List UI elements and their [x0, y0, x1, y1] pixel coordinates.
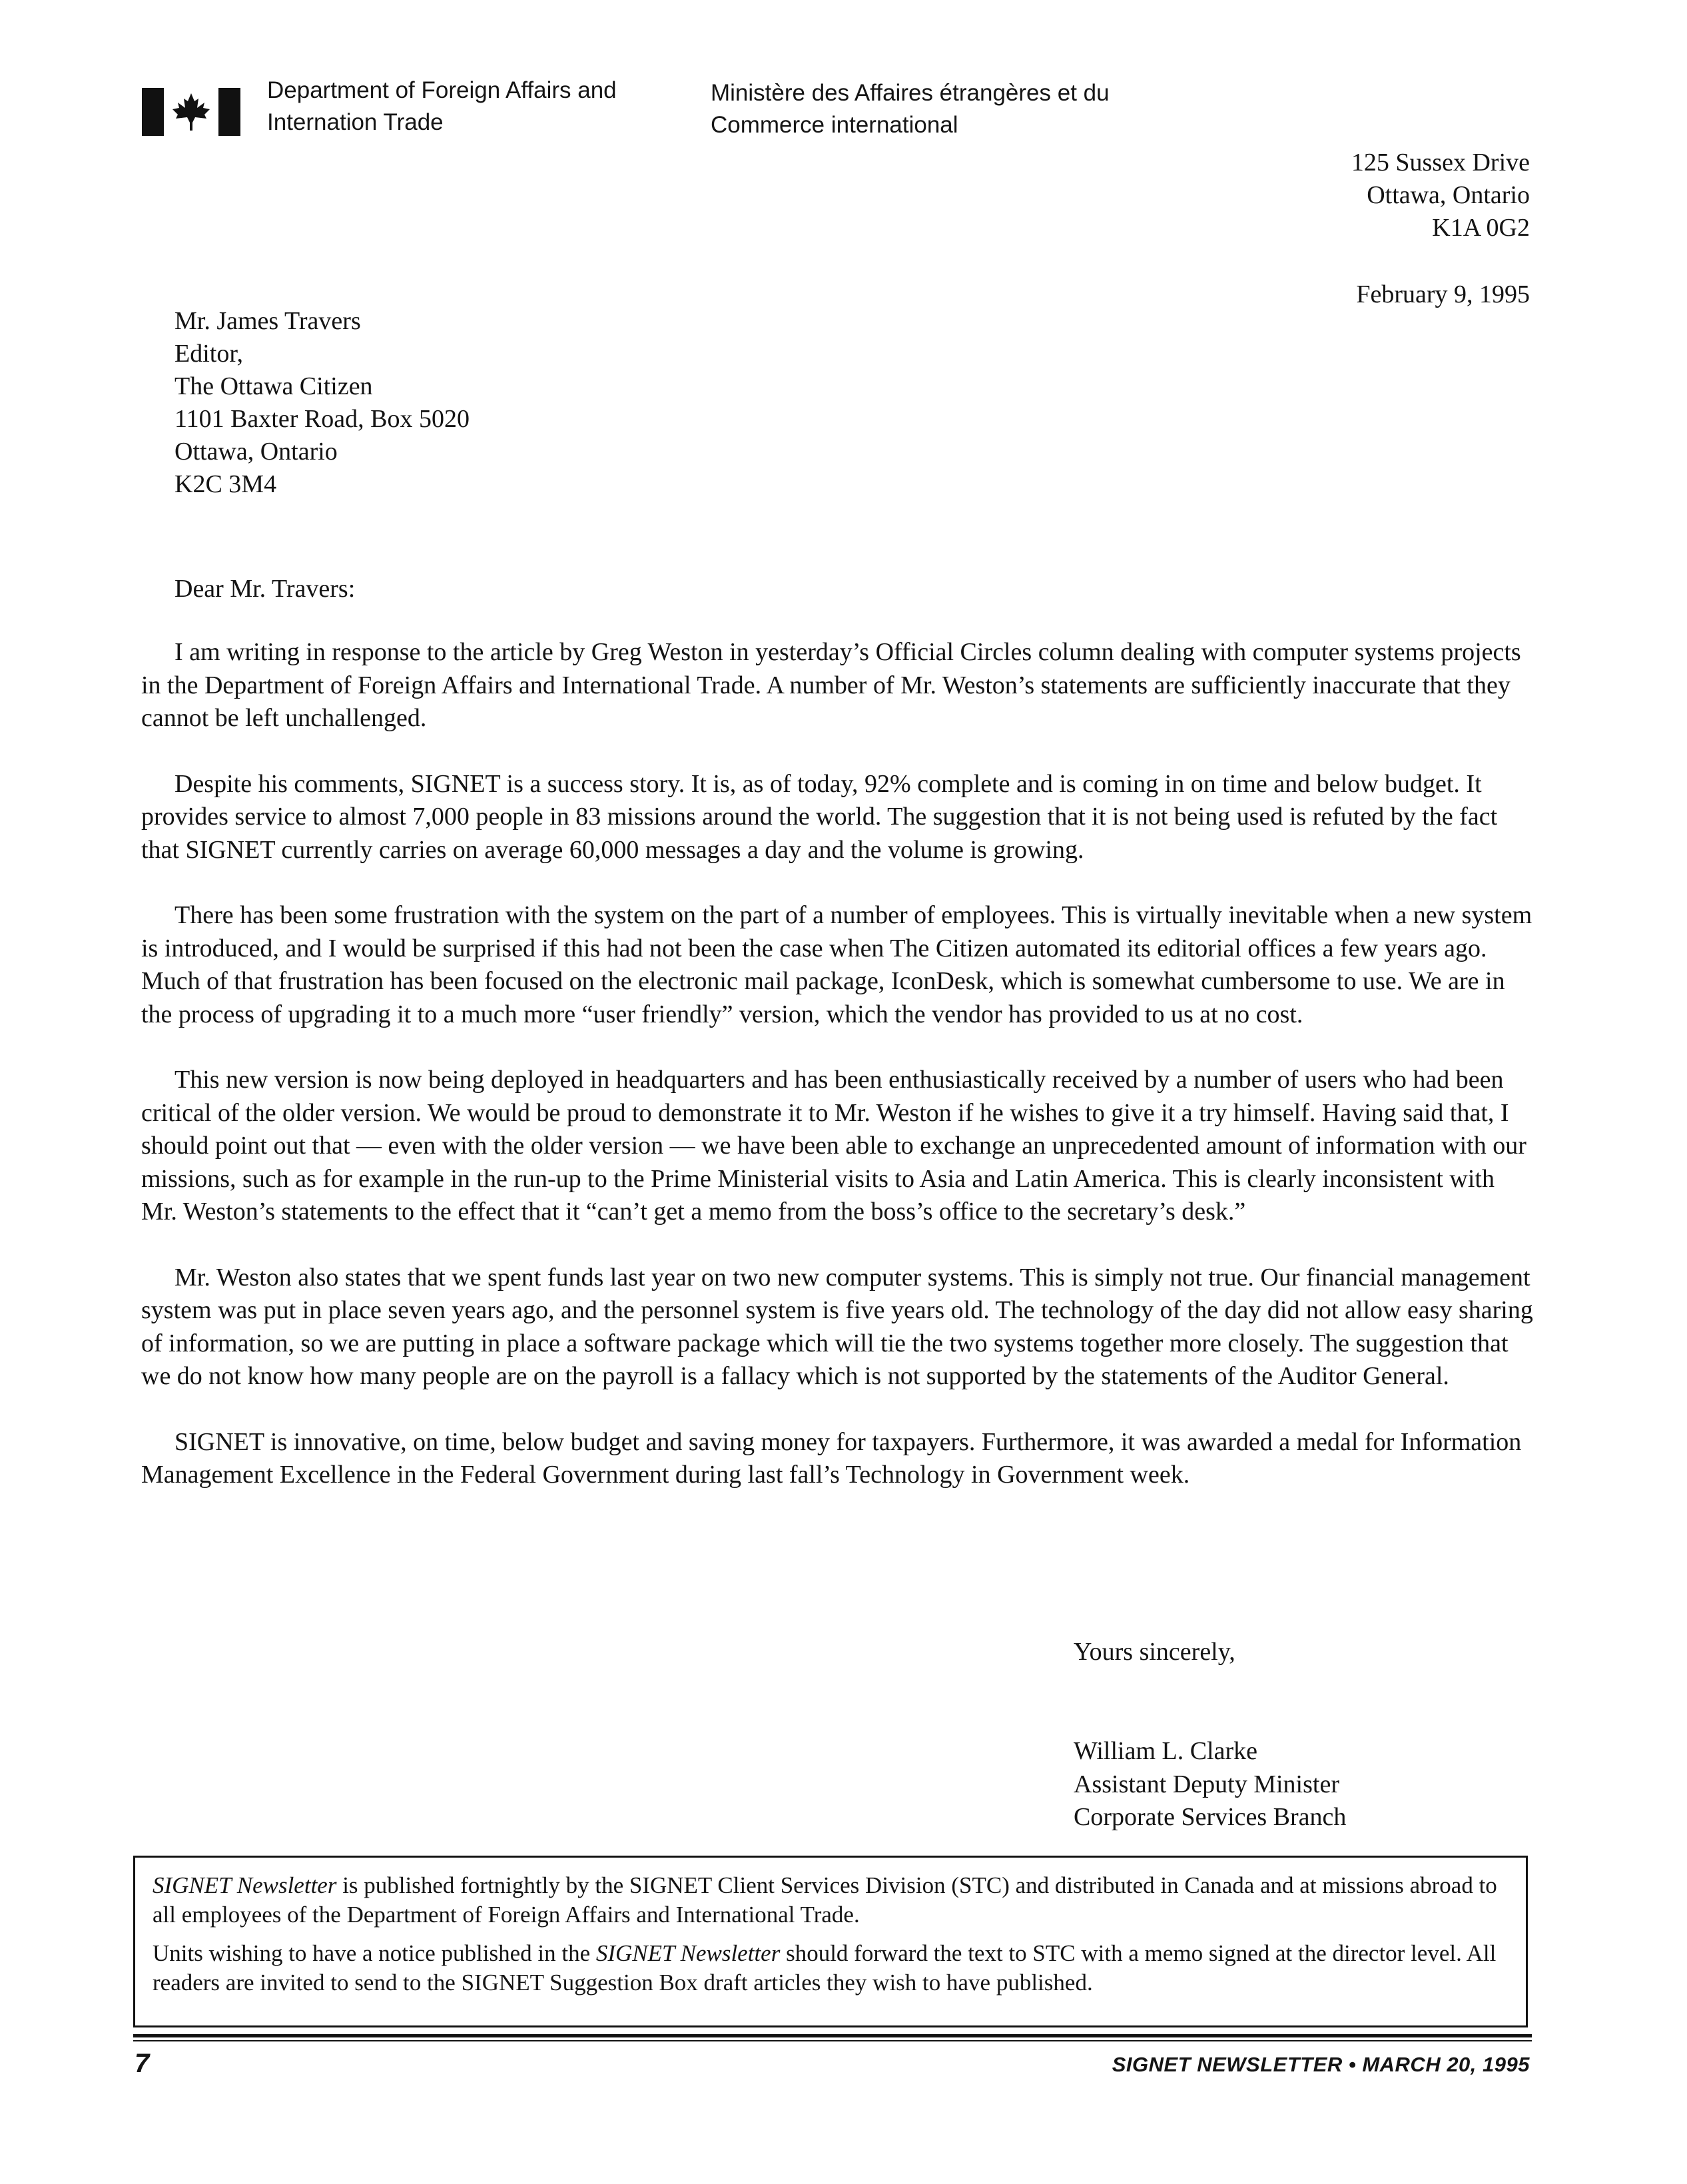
footer-publication: SIGNET NEWSLETTER • MARCH 20, 1995 [1112, 2053, 1530, 2076]
canada-flag-icon [142, 88, 240, 136]
sender-address [1197, 147, 1530, 244]
salutation: Dear Mr. Travers: [174, 575, 356, 603]
flag-right-bar [218, 88, 240, 136]
body-paragraph: I am writing in response to the article by Greg Weston in yesterday’s Official Circles column dealing with computer systems projects in the Department of Foreign Affairs and International Trade. A number of Mr. Weston’s statements are sufficiently inaccurate that they cannot be left unchallenged. [141, 638, 1521, 732]
footer-rule-thin [133, 2040, 1532, 2041]
publication-notice-box [133, 1856, 1528, 2027]
footer-rule [133, 2034, 1532, 2037]
sender-address-line1: 125 Sussex Drive [1351, 149, 1530, 177]
letterhead-french-line1: Ministère des Affaires étrangères et du [711, 80, 1110, 106]
letterhead-english-line2: Internation Trade [267, 109, 444, 135]
notice-text: is published fortnightly by the SIGNET Client Services Division (STC) and distributed in Canada and at missions abroad to all employees of the Department of Foreign Affairs and International Trade. [153, 1872, 1497, 1928]
signature-branch: Corporate Services Branch [1074, 1803, 1347, 1831]
recipient-city: Ottawa, Ontario [174, 438, 338, 466]
sender-address-line3: K1A 0G2 [1432, 214, 1530, 242]
newsletter-title-italic: SIGNET Newsletter [595, 1940, 781, 1966]
notice-text: Units wishing to have a notice published in the [153, 1940, 596, 1966]
page-number: 7 [135, 2049, 150, 2078]
recipient-title: Editor, [174, 340, 243, 368]
notice-text: should forward the text to STC with a memo signed at the director level. All readers are invited to send to the SIGNET Suggestion Box draft articles they wish to have published. [153, 1940, 1497, 1996]
signature-block [1074, 1735, 1540, 1834]
recipient-organization: The Ottawa Citizen [174, 372, 373, 400]
recipient-postal-code: K2C 3M4 [174, 470, 277, 498]
letterhead-french [711, 77, 1177, 141]
recipient-address [174, 305, 774, 501]
letter-body [141, 636, 1533, 1525]
body-paragraph: SIGNET is innovative, on time, below budget and saving money for taxpayers. Furthermore, it was awarded a medal for Information Management Excellence in the Federal Government during last fall’s Technology in Government week. [141, 1427, 1522, 1489]
letter-date: February 9, 1995 [1356, 280, 1530, 308]
flag-left-bar [142, 88, 164, 136]
signature-name: William L. Clarke [1074, 1737, 1258, 1765]
signature-title: Assistant Deputy Minister [1074, 1770, 1339, 1798]
letterhead-english [267, 75, 680, 139]
sender-address-line2: Ottawa, Ontario [1367, 181, 1530, 209]
recipient-street: 1101 Baxter Road, Box 5020 [174, 405, 470, 433]
newsletter-title-italic: SIGNET Newsletter [153, 1872, 337, 1898]
maple-leaf-icon [170, 92, 212, 132]
body-paragraph: This new version is now being deployed in headquarters and has been enthusiastically received by a number of users who had been critical of the older version. We would be proud to demonstrate it to Mr. Weston if he wishes to give it a try himself. Having said that, I should point out that — even with the older version — we have been able to exchange an unprecedented amount of information with our missions, such as for example in the run-up to the Prime Ministerial visits to Asia and Latin America. This is clearly inconsistent with Mr. Weston’s statements to the effect that it “can’t get a memo from the boss’s office to the secretary’s desk.” [141, 1066, 1526, 1226]
letterhead-french-line2: Commerce international [711, 112, 958, 138]
body-paragraph: Mr. Weston also states that we spent funds last year on two new computer systems. This is simply not true. Our financial management system was put in place seven years ago, and the personnel system is five years old. The technology of the day did not allow easy sharing of information, so we are putting in place a software package which will tie the two systems together more closely. The suggestion that we do not know how many people are on the payroll is a fallacy which is not supported by the statements of the Auditor General. [141, 1263, 1533, 1390]
recipient-name: Mr. James Travers [174, 307, 361, 335]
closing: Yours sincerely, [1074, 1638, 1235, 1666]
body-paragraph: There has been some frustration with the system on the part of a number of employees. This is virtually inevitable when a new system is introduced, and I would be surprised if this had not been the case when The Citizen automated its editorial offices a few years ago. Much of that frustration has been focused on the electronic mail package, IconDesk, which is somewhat cumbersome to use. We are in the process of upgrading it to a much more “user friendly” version, which the vendor has provided to us at no cost. [141, 901, 1532, 1028]
notice-paragraph-2 [153, 1939, 1509, 1998]
body-paragraph: Despite his comments, SIGNET is a success story. It is, as of today, 92% complete and is coming in on time and below budget. It provides service to almost 7,000 people in 83 missions around the world. The suggestion that it is not being used is refuted by the fact that SIGNET currently carries on average 60,000 messages a day and the volume is growing. [141, 769, 1498, 864]
notice-paragraph-1 [153, 1871, 1509, 1930]
letterhead-english-line1: Department of Foreign Affairs and [267, 77, 617, 103]
